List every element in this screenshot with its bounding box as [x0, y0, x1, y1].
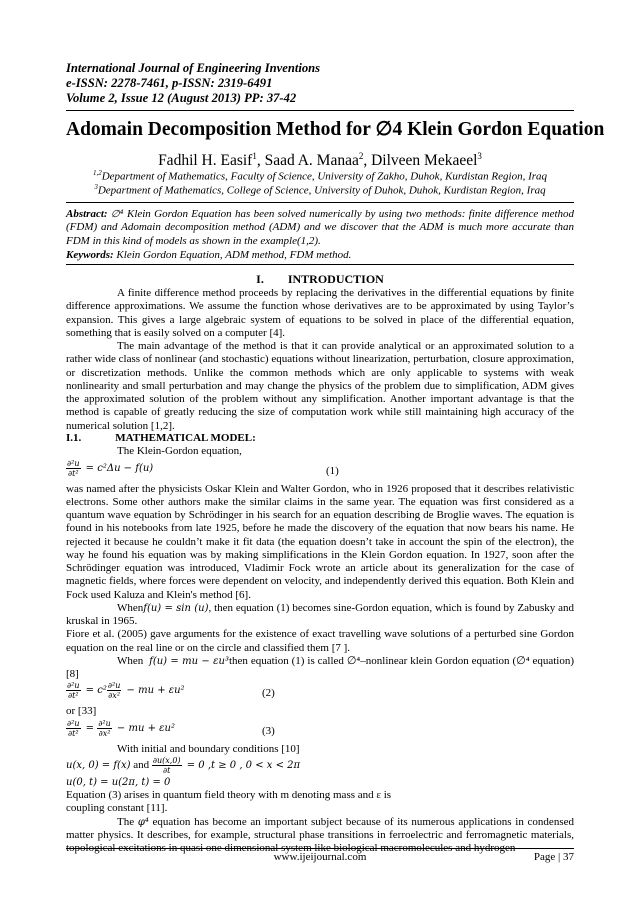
footer-url[interactable]: www.ijeijournal.com [273, 851, 367, 863]
author-1-sup: 1 [252, 151, 257, 161]
eq2-rhs-numerator: ∂²u [107, 681, 121, 691]
or-reference: or [33] [66, 705, 97, 718]
abstract-symbol: ∅⁴ [110, 209, 124, 220]
abstract-label: Abstract: [66, 208, 108, 220]
introduction-body [66, 287, 574, 433]
model-paragraph-sine-gordon [66, 602, 574, 629]
eq1-number: (1) [326, 464, 339, 477]
eq3-rhs-denominator: ∂x² [98, 728, 111, 738]
p6-when: When [117, 654, 144, 667]
author-2-sup: 2 [358, 151, 364, 161]
author-2: , Saad A. Manaa [256, 152, 359, 170]
ic1: u(x, 0) = f(x) [66, 759, 131, 771]
abstract-text: Klein Gordon Equation has been solved numerically by using two methods: finite difference method (FDM) and Adomain decomposition method (ADM) and we discover that the ADM is much more accurate than FDM in this kind of models as shown in the example(1,2). [66, 208, 575, 247]
model-paragraph-history: was named after the physicists Oskar Klein and Walter Gordon, who in 1926 proposed that it describes relativistic electrons. Some other authors make the similar claims in the same year. The equation was first considered as a quantum wave equation by Schrödinger in his search for an equation describing de Broglie waves. The equation is found in his notebooks from late 1925, before he made the discovery of the equation that now bears his name. He rejected it because he couldn’t make it fit data (the equation doesn’t take in account the spin of the electron), the way he found his equation was by making simplifications in the Klein Gordon equation. In 1927, soon after the Schrödinger equation was introduced, Vladimir Fock wrote an article about its generalization for the case of magnetic fields, where forces were dependent on velocity, and independently derived this equation. Both Klein and Fock used Kaluza and Klein's method [6]. [66, 482, 574, 601]
p6-text: then equation (1) is called ∅⁴–nonlinear klein Gordon equation (∅⁴ equation)[8] [66, 654, 575, 680]
eq3-number: (3) [262, 724, 275, 737]
eq2-number: (2) [262, 687, 275, 700]
eq2-rhs-denominator: ∂x² [108, 691, 121, 701]
journal-issn: e-ISSN: 2278-7461, p-ISSN: 2319-6491 [66, 76, 273, 90]
p9-text: equation has become an important subject because of its numerous applications in condensed matter physics. It describes, for example, structural phase transitions in ferroelectric and ferromagnetic materials, topological excitations in quasi one dimensional system like biological macromolecules and hydrogen [66, 815, 574, 854]
eq2-mid: = c² [82, 685, 107, 697]
journal-name: International Journal of Engineering Inventions [66, 61, 321, 75]
conditions-intro: With initial and boundary conditions [10] [117, 742, 300, 755]
affiliation-2 [66, 181, 574, 198]
ic-and: and [130, 758, 152, 771]
model-paragraph-applications [66, 816, 574, 856]
eq3-mid: = [82, 722, 98, 734]
p9-math: φ⁴ [137, 816, 149, 828]
section-heading-introduction: I. INTRODUCTION [256, 272, 384, 286]
subsection-heading [66, 432, 574, 445]
ic2-fraction [152, 756, 182, 775]
initial-conditions [66, 756, 574, 776]
ic2-numerator: ∂u(x,0) [152, 755, 181, 765]
subsection-colon: : [252, 432, 256, 444]
affiliation-2-sup: 3 [94, 183, 98, 191]
p4-text: , then equation (1) becomes sine-Gordon equation, which is found by Zabusky and kruskal in 1965. [66, 601, 574, 627]
p9-the: The [117, 815, 138, 828]
journal-volume: Volume 2, Issue 12 (August 2013) PP: 37-42 [66, 91, 297, 105]
eq2-lhs-fraction [66, 681, 81, 700]
affiliation-2-text: Department of Mathematics, College of Science, University of Duhok, Duhok, Kurdistan Region, Iraq [97, 184, 546, 197]
equation-2 [66, 681, 574, 705]
keywords [66, 249, 574, 262]
footer-divider [66, 848, 574, 849]
footer-page-number: Page | 37 [533, 851, 574, 863]
equation-1 [66, 459, 574, 483]
abstract [66, 208, 574, 248]
keywords-label: Keywords: [66, 249, 114, 261]
model-paragraph-coupling: coupling constant [11]. [66, 802, 168, 815]
ic2-denominator: ∂t [163, 765, 171, 775]
model-paragraph-eq3: Equation (3) arises in quantum field theory with m denoting mass and ε is [66, 789, 392, 801]
p4-when: When [117, 601, 144, 614]
author-1: Fadhil H. Easif [158, 152, 253, 170]
equation-3 [66, 719, 574, 743]
journal-header [66, 61, 546, 106]
subsection-number: I.1. [66, 432, 82, 444]
eq1-lhs-denominator: ∂t² [67, 468, 79, 478]
eq3-lhs-denominator: ∂t² [67, 728, 79, 738]
eq3-lhs-fraction [66, 719, 81, 738]
paper-title: Adomain Decomposition Method for ∅4 Klein Gordon Equation [66, 119, 605, 140]
model-paragraph-phi4 [66, 655, 574, 682]
abstract-top-divider [66, 202, 574, 203]
author-3-sup: 3 [477, 151, 482, 161]
intro-paragraph-1: A finite difference method proceeds by replacing the derivatives in the differential equations by finite difference approximations. We assume the function whose derivatives are to be approximated by using Taylor’s expansion. This gives a large algebraic system of equations to be solved in place of the differential equation, something that is easily solved on a computer [4]. [66, 287, 574, 339]
author-3: , Dilveen Mekaeel [363, 152, 478, 170]
affiliation-1-text: Department of Mathematics, Faculty of Science, University of Zakho, Duhok, Kurdistan Region, Iraq [101, 170, 548, 183]
eq1-lhs-fraction [66, 459, 81, 478]
eq2-rhs-fraction [107, 681, 122, 700]
ic2-rest: = 0 ,t ≥ 0 , 0 < x < 2π [183, 759, 301, 771]
eq1-rhs: = c²Δu − f(u) [82, 462, 154, 474]
eq3-lhs-numerator: ∂²u [67, 718, 80, 728]
eq2-lhs-denominator: ∂t² [67, 691, 79, 701]
boundary-conditions: u(0, t) = u(2π, t) = 0 [66, 776, 171, 788]
subsection-title: MATHEMATICAL MODEL [115, 432, 253, 444]
eq2-rest: − mu + εu² [123, 685, 185, 697]
eq3-rhs-fraction [97, 719, 112, 738]
model-section [66, 432, 574, 855]
model-intro: The Klein-Gordon equation, [117, 445, 242, 458]
eq3-rhs-numerator: ∂²u [98, 718, 111, 728]
affiliation-1-sup: 1,2 [92, 169, 102, 177]
eq3-rest: − mu + εu² [113, 722, 175, 734]
intro-paragraph-2: The main advantage of the method is that it can provide analytical or an approximated solution to a rather wide class of nonlinear (and stochastic) equations without linearization, perturbation, closure approximation, or discretization methods. Unlike the common methods which are only applicable to systems with weak nonlinearity and small perturbation and may change the physics of the problem due to simplification, ADM gives the approximated solution of the problem without any simplification. Another important advantage is that the method is capable of greatly reducing the size of computation work while still maintaining high accuracy of the numerical solution [1,2]. [66, 340, 574, 432]
header-divider [66, 110, 574, 111]
p6-math: f(u) = mu − εu³ [149, 655, 229, 667]
model-paragraph-fiore: Fiore et al. (2005) gave arguments for the existence of exact travelling wave solutions of a perturbed sine Gordon equation on the real line or on the circle and classified them [7 ]. [66, 628, 574, 654]
abstract-bottom-divider [66, 264, 574, 265]
eq1-lhs-numerator: ∂²u [67, 458, 80, 468]
keywords-text: Klein Gordon Equation, ADM method, FDM method. [113, 249, 352, 261]
p4-math: f(u) = sin (u) [143, 602, 209, 614]
eq2-lhs-numerator: ∂²u [67, 681, 80, 691]
